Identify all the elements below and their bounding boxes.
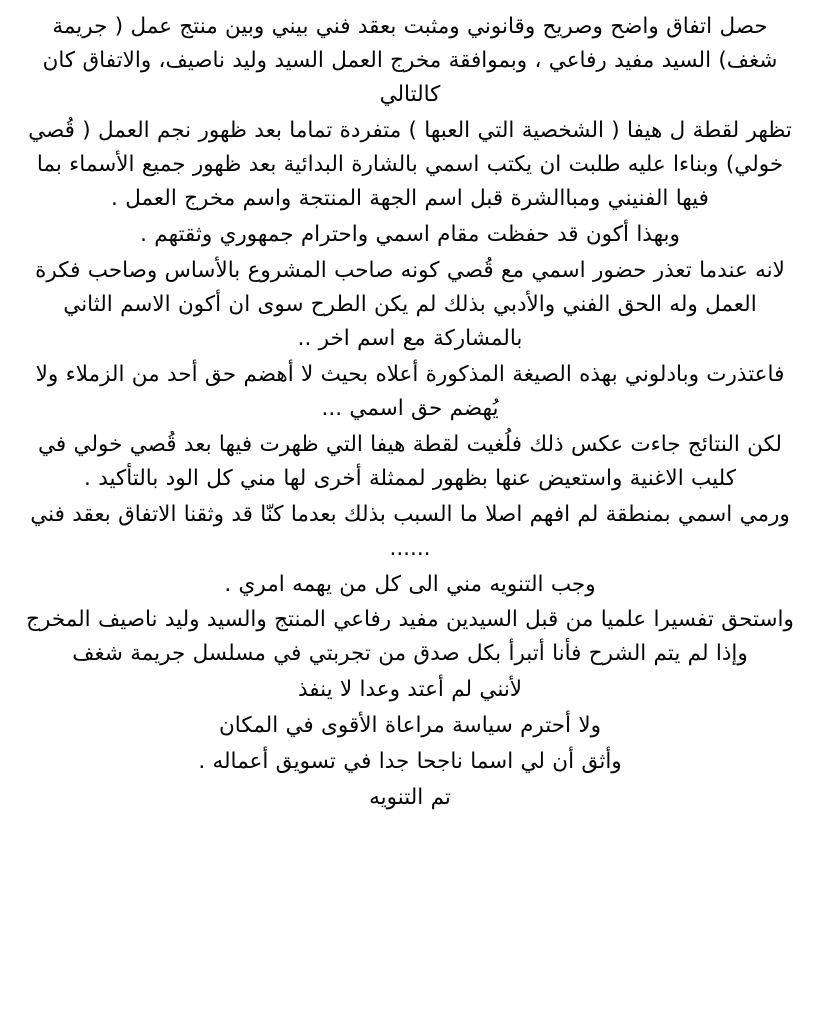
paragraph: وأثق أن لي اسما ناجحا جدا في تسويق أعماله . bbox=[198, 749, 622, 775]
paragraph: فاعتذرت وبادلوني بهذه الصيغة المذكورة أعلاه بحيث لا أهضم حق أحد من الزملاء ولا يُهضم حق اسمي ... bbox=[35, 361, 785, 421]
paragraph: لأنني لم أعتد وعدا لا ينفذ bbox=[297, 677, 523, 703]
paragraph: وبهذا أكون قد حفظت مقام اسمي واحترام جمهوري وثقتهم . bbox=[140, 221, 680, 247]
paragraph: تظهر لقطة ل هيفا ( الشخصية التي العبها ) متفردة تماما بعد ظهور نجم العمل ( قُصي خولي) وبناءا عليه طلبت ان يكتب اسمي بالشارة البدائية بعد ظهور جميع الأسماء بما فيها الفنيني ومباالشرة قبل اسم الجهة المنتجة واسم مخرج العمل . bbox=[28, 117, 792, 211]
paragraph: تم التنويه bbox=[369, 785, 451, 811]
document-body bbox=[22, 10, 798, 815]
paragraph: ولا أحترم سياسة مراعاة الأقوى في المكان bbox=[219, 713, 601, 739]
paragraph: حصل اتفاق واضح وصريح وقانوني ومثبت بعقد فني بيني وبين منتج عمل ( جريمة شغف) السيد مفيد رفاعي ، وبموافقة مخرج العمل السيد وليد ناصيف، والاتفاق كان كالتالي bbox=[42, 14, 778, 107]
paragraph: لكن النتائج جاءت عكس ذلك فلُغيت لقطة هيفا التي ظهرت فيها بعد قُصي خولي في كليب الاغنية واستعيض عنها بظهور لممثلة أخرى لها مني كل الود بالتأكيد . bbox=[38, 431, 782, 491]
paragraph: لانه عندما تعذر حضور اسمي مع قُصي كونه صاحب المشروع بالأساس وصاحب فكرة العمل وله الحق الفني والأدبي بذلك لم يكن الطرح سوى ان أكون الاسم الثاني بالمشاركة مع اسم اخر .. bbox=[35, 257, 785, 351]
paragraph: ورمي اسمي بمنطقة لم افهم اصلا ما السبب بذلك بعدما كنّا قد وثقنا الاتفاق بعقد فني ...... bbox=[30, 501, 790, 561]
paragraph: وجب التنويه مني الى كل من يهمه امري . bbox=[224, 571, 596, 597]
paragraph: واستحق تفسيرا علميا من قبل السيدين مفيد رفاعي المنتج والسيد وليد ناصيف المخرج وإذا لم يتم الشرح فأنا أتبرأ بكل صدق من تجربتي في مسلسل جريمة شغف bbox=[26, 607, 794, 667]
